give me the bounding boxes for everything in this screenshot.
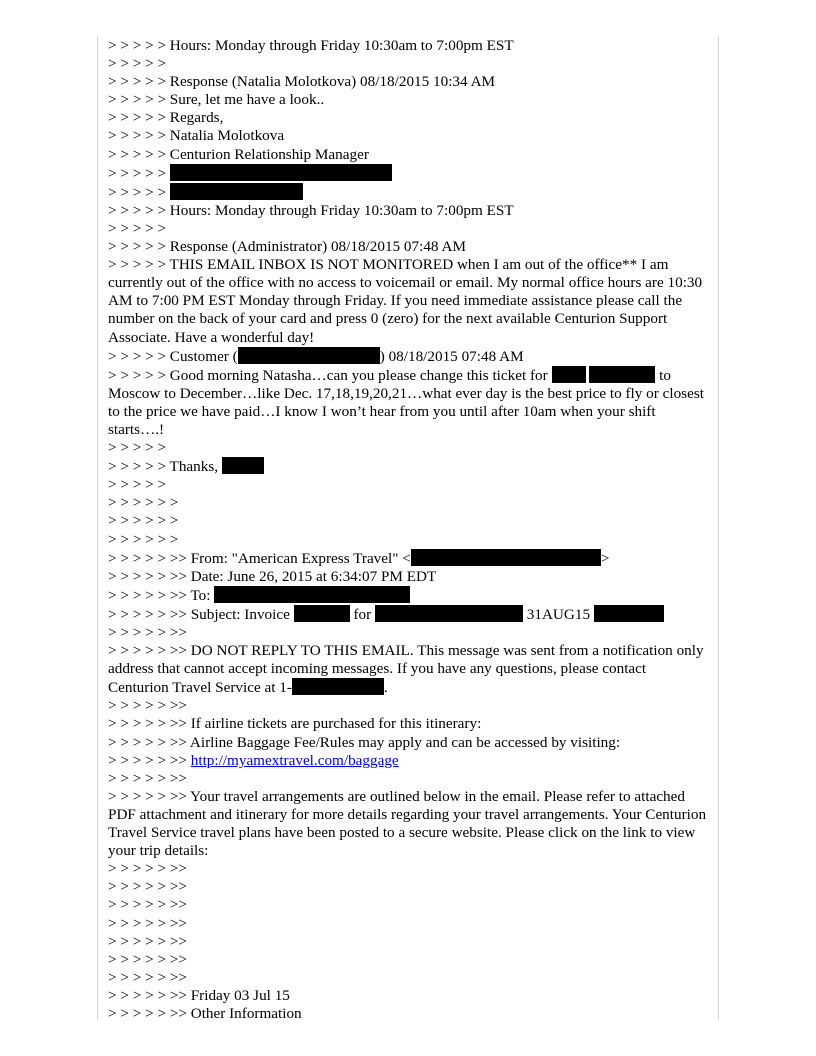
quote-line: > > > > > >> [108,769,187,787]
redaction-box [222,457,264,474]
redaction-box [589,366,655,383]
line-hours-2: > > > > > Hours: Monday through Friday 10:30am to 7:00pm EST [108,201,514,219]
redaction-box [411,549,601,566]
text-segment: > > > > > >> DO NOT REPLY TO THIS EMAIL. This message was sent from a notification only address that cannot accept incoming messages. If you have any questions, please contact Centurion Travel Service at 1- [108,642,708,697]
line-other-information: > > > > > >> Other Information [108,1004,302,1022]
text-segment: to Moscow to December…like Dec. 17,18,19,20,21…what ever day is the best price to fly or closest to the price we have paid…I know I won’t hear from you until after 10am when your shift starts….! [108,366,708,438]
quote-line: > > > > > >> [108,878,187,896]
line-signature-title: > > > > > Centurion Relationship Manager [108,145,369,163]
text-segment: > > > > > Thanks, [108,458,222,476]
email-thread [108,37,710,1023]
quote-prefix: > > > > > [108,164,170,182]
line-from [108,549,710,568]
line-auto-reply: > > > > > THIS EMAIL INBOX IS NOT MONITORED when I am out of the office** I am currently out of the office with no access to voicemail or email. My normal office hours are 10:30 AM to 7:00 PM EST Monday through Friday. If you need immediate assistance please call the number on the back of your card and press 0 (zero) for the next available Centurion Support Associate. Have a wonderful day! [108,256,706,346]
quote-line: > > > > > >> [108,968,187,986]
line-airline-tickets: > > > > > >> If airline tickets are purchased for this itinerary: [108,715,482,733]
line-date: > > > > > >> Date: June 26, 2015 at 6:34:07 PM EDT [108,567,437,585]
redaction-box [292,678,384,695]
line-do-not-reply [108,642,710,697]
quote-prefix: > > > > > >> [108,751,191,769]
quote-line: > > > > > [108,476,167,494]
line-customer-request [108,366,710,439]
quote-line: > > > > > >> [108,697,187,715]
line-trip-date: > > > > > >> Friday 03 Jul 15 [108,986,290,1004]
text-segment: > [600,549,610,567]
quote-line: > > > > > > [108,494,179,512]
quote-line: > > > > > >> [108,896,187,914]
text-segment: for [349,605,375,623]
line-baggage-fee: > > > > > >> Airline Baggage Fee/Rules may apply and can be accessed by visiting: [108,733,621,751]
text-segment: 31AUG15 [522,605,594,623]
line-baggage-link [108,752,710,770]
quote-line: > > > > > >> [108,860,187,878]
line-travel-arrangements: > > > > > >> Your travel arrangements are outlined below in the email. Please refer to attached PDF attachment and itinerary for more details regarding your travel arrangements. Your Centurion Travel Service travel plans have been posted to a secure website. Please click on the link to view your trip details: [108,787,710,860]
line-redacted-contact-1 [108,164,710,183]
line-redacted-contact-2 [108,183,710,202]
redaction-box [238,347,380,364]
text-segment: > > > > > Customer ( [108,347,238,365]
quote-line: > > > > > > [108,512,179,530]
quote-line: > > > > > >> [108,914,187,932]
redaction-box [294,605,350,622]
redaction-box [594,605,664,622]
text-segment: . [383,679,388,697]
line-response-admin: > > > > > Response (Administrator) 08/18/2015 07:48 AM [108,238,466,256]
text-segment: > > > > > >> To: [108,586,215,604]
text-segment: > > > > > >> Subject: Invoice [108,605,294,623]
line-hours-1: > > > > > Hours: Monday through Friday 10:30am to 7:00pm EST [108,37,514,54]
quote-line: > > > > > >> [108,950,187,968]
quote-line: > > > > > [108,439,167,457]
quote-prefix: > > > > > [108,183,170,201]
line-subject [108,605,710,624]
line-sure: > > > > > Sure, let me have a look.. [108,91,325,109]
line-regards: > > > > > Regards, [108,109,224,127]
line-to [108,586,710,605]
quote-line: > > > > > >> [108,932,187,950]
quote-line: > > > > > >> [108,624,187,641]
right-margin-rule [718,36,719,1020]
redaction-box [375,605,523,622]
line-thanks [108,457,710,476]
quote-line: > > > > > > [108,530,179,548]
text-segment: > > > > > >> From: "American Express Travel" < [108,549,411,567]
quote-line: > > > > > [108,219,167,237]
redaction-box [170,183,303,200]
text-segment: ) 08/18/2015 07:48 AM [379,347,524,365]
quote-line: > > > > > [108,55,167,73]
redaction-box [170,164,392,181]
redaction-box [552,366,586,383]
redaction-box [214,586,410,603]
left-margin-rule [97,36,98,1020]
line-response-natalia: > > > > > Response (Natalia Molotkova) 08/18/2015 10:34 AM [108,73,496,91]
text-segment: > > > > > Good morning Natasha…can you please change this ticket for [108,366,552,384]
line-signature-name: > > > > > Natalia Molotkova [108,127,285,145]
baggage-link[interactable]: http://myamextravel.com/baggage [190,751,399,769]
line-customer-header [108,347,710,366]
